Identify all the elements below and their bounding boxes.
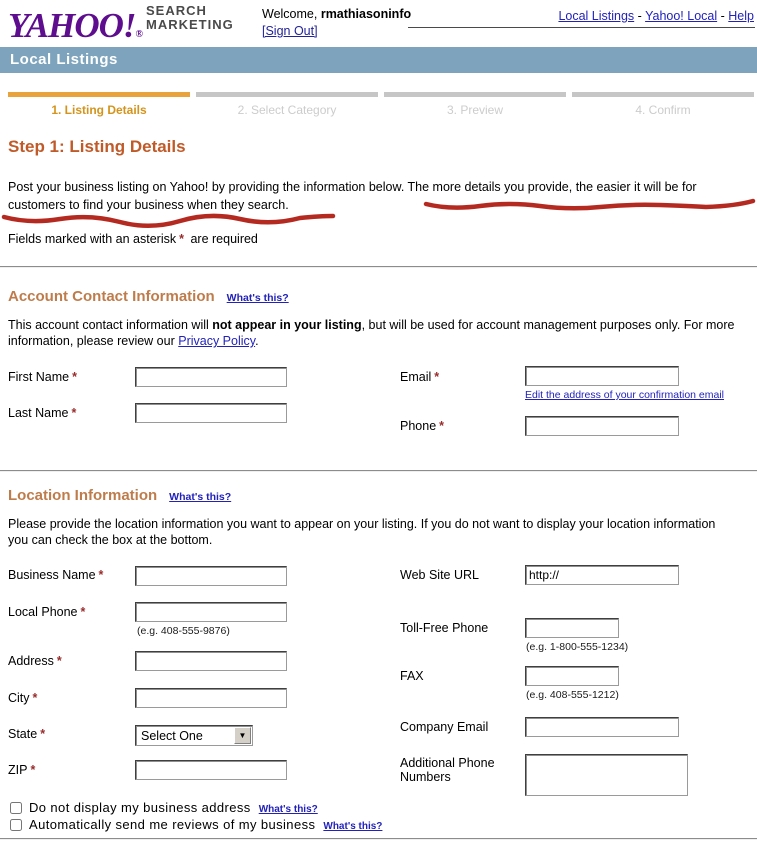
business-name-input[interactable] [135,566,287,586]
location-section-heading: Location Information [8,487,158,504]
tollfree-phone-input[interactable] [525,618,619,638]
header-divider [408,27,755,28]
website-url-label: Web Site URL [400,568,479,582]
nav-separator: - [637,9,642,23]
asterisk: * [98,568,104,582]
yahoo-logo-text: YAHOO!® [8,6,143,45]
fax-hint: (e.g. 408-555-1212) [526,689,619,701]
bottom-divider [0,838,757,840]
sign-out-link[interactable]: [Sign Out] [262,24,318,38]
zip-input[interactable] [135,760,287,780]
address-input[interactable] [135,651,287,671]
step-select-category: 2. Select Category [196,92,378,117]
state-label: State * [8,727,48,741]
account-section-header [8,288,289,306]
location-section-description: Please provide the location information you want to appear on your listing. If you do not want to display your location information you can check the box at the bottom. [8,517,716,547]
asterisk: * [71,406,77,420]
additional-phone-label: Additional Phone Numbers [400,756,495,784]
first-name-input[interactable] [135,367,287,387]
company-email-label: Company Email [400,720,489,734]
phone-label: Phone * [400,419,447,433]
asterisk: * [32,691,38,705]
asterisk: * [179,232,184,246]
send-reviews-whats-this-link[interactable]: What's this? [323,821,383,832]
company-email-input[interactable] [525,717,679,737]
step-bar-active [8,92,190,97]
local-phone-input[interactable] [135,602,287,622]
asterisk: * [30,763,36,777]
fax-label: FAX [400,669,424,683]
zip-label: ZIP * [8,763,38,777]
account-section-description: This account contact information will not appear in your listing, but will be used for account management purposes only. For more information, please review our Privacy Policy. [8,318,735,348]
tollfree-phone-label: Toll-Free Phone [400,621,489,635]
required-fields-note: Fields marked with an asterisk * are required [8,232,258,246]
nav-separator: - [720,9,725,23]
email-label: Email * [400,370,442,384]
website-url-input[interactable] [525,565,679,585]
asterisk: * [439,419,445,433]
state-select-value: Select One [141,729,203,743]
nav-link-yahoo-local[interactable]: Yahoo! Local [645,9,718,23]
step1-heading: Step 1: Listing Details [8,137,186,156]
account-whats-this-link[interactable]: What's this? [226,292,289,304]
phone-input[interactable] [525,416,679,436]
username: rmathiasoninfo [320,7,412,21]
chevron-down-icon[interactable]: ▼ [234,727,251,744]
nav-link-local-listings[interactable]: Local Listings [558,9,635,23]
yahoo-search-marketing-logo[interactable] [8,4,234,46]
asterisk: * [40,727,46,741]
city-input[interactable] [135,688,287,708]
first-name-label: First Name * [8,370,80,384]
privacy-policy-link[interactable]: Privacy Policy [178,334,256,348]
top-nav [558,9,754,23]
fax-input[interactable] [525,666,619,686]
step-confirm: 4. Confirm [572,92,754,117]
step-bar [384,92,566,97]
send-reviews-row [10,817,382,832]
section-divider [0,470,757,472]
send-reviews-checkbox[interactable] [10,819,22,831]
additional-phone-textarea[interactable] [525,754,688,796]
local-phone-hint: (e.g. 408-555-9876) [137,625,230,637]
account-section-heading: Account Contact Information [8,288,215,305]
intro-paragraph: Post your business listing on Yahoo! by providing the information below. The more details you provide, the easier it will be for customers to find your business when they search. [8,180,697,212]
hide-address-checkbox[interactable] [10,802,22,814]
business-name-label: Business Name * [8,568,106,582]
location-whats-this-link[interactable]: What's this? [169,491,232,503]
last-name-label: Last Name * [8,406,79,420]
registered-mark-icon: ® [135,29,143,40]
progress-steps [8,92,754,117]
hide-address-label: Do not display my business address [29,800,251,815]
local-phone-label: Local Phone * [8,605,88,619]
last-name-input[interactable] [135,403,287,423]
step-preview: 3. Preview [384,92,566,117]
section-divider [0,266,757,268]
asterisk: * [80,605,86,619]
step-bar [572,92,754,97]
location-section-header [8,487,231,505]
step-listing-details[interactable]: 1. Listing Details [8,92,190,117]
address-label: Address * [8,654,65,668]
step-bar [196,92,378,97]
asterisk: * [72,370,77,384]
hide-address-row [10,800,318,815]
welcome-text: Welcome, rmathiasoninfo [262,7,412,21]
page-title: Local Listings [10,51,118,68]
state-select[interactable] [135,725,253,746]
hide-address-whats-this-link[interactable]: What's this? [258,804,318,815]
asterisk: * [56,654,62,668]
page-title-bar [0,47,757,73]
edit-confirmation-email-link[interactable]: Edit the address of your confirmation email [525,389,725,401]
city-label: City * [8,691,40,705]
nav-link-help[interactable]: Help [728,9,754,23]
send-reviews-label: Automatically send me reviews of my business [29,817,316,832]
tollfree-phone-hint: (e.g. 1-800-555-1234) [526,641,629,653]
logo-tagline: SEARCH MARKETING [146,3,234,32]
email-input[interactable] [525,366,679,386]
asterisk: * [434,370,440,384]
